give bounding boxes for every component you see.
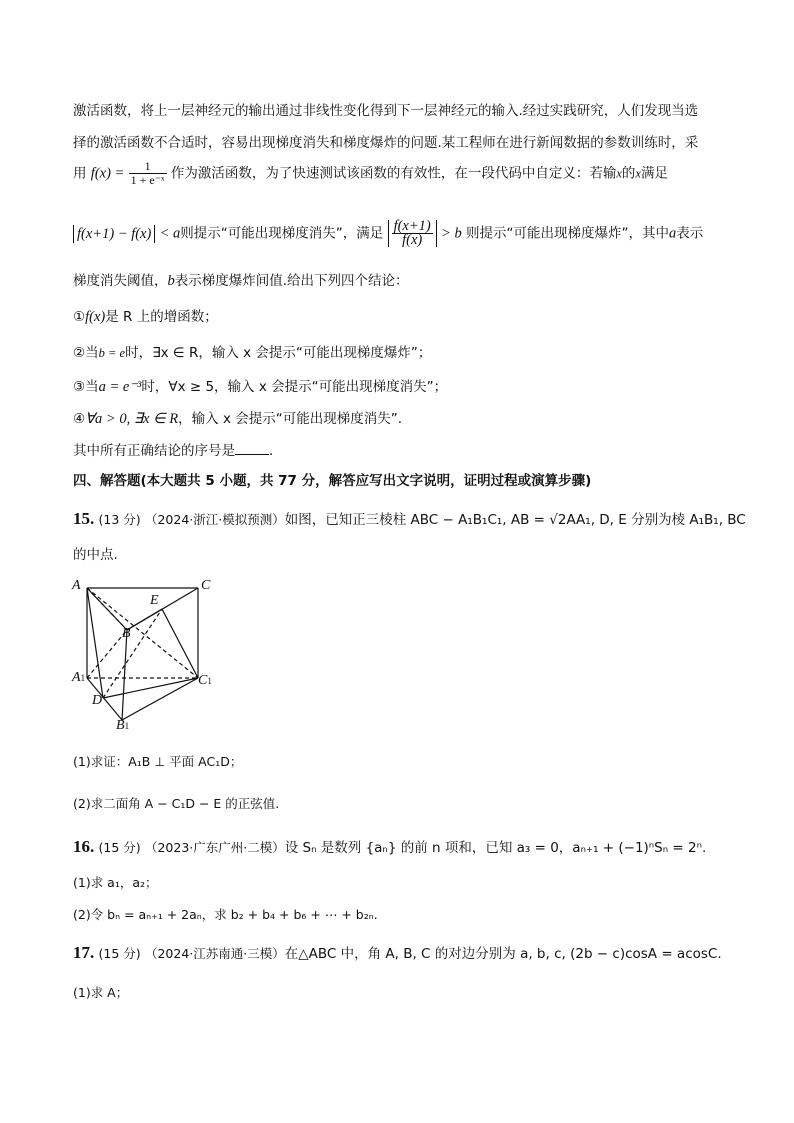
prism-figure — [70, 576, 220, 740]
conclusion-text: 是 R 上的增函数； — [105, 309, 218, 325]
answer-prompt-text: 其中所有正确结论的序号是 — [73, 443, 235, 459]
conclusion-math: f(x) — [85, 309, 106, 325]
question-15-part-1: (1)求证：A₁B ⊥ 平面 AC₁D； — [73, 754, 243, 769]
math-var: a — [669, 225, 677, 242]
question-17-stem — [73, 944, 722, 963]
label-C1-subscript: 1 — [207, 676, 212, 686]
intro-line-2: 择的激活函数不合适时，容易出现梯度消失和梯度爆炸的问题.某工程师在进行新闻数据的参数训练时，采 — [73, 135, 699, 151]
text-segment: 则提示“可能出现梯度消失”，满足 — [180, 225, 384, 242]
question-15-stem — [73, 510, 746, 529]
answer-end: . — [269, 443, 274, 459]
question-15-stem-2: 的中点. — [73, 547, 118, 563]
text-segment: 的 — [621, 165, 636, 182]
label-C1-letter: C — [198, 673, 208, 688]
question-points: (15 分) — [98, 840, 141, 855]
math-inequality: > b — [441, 225, 462, 242]
conclusion-text: 时，∃x ∈ R，输入 x 会提示“可能出现梯度爆炸”； — [125, 345, 432, 361]
question-source: （2024·浙江·模拟预测） — [144, 512, 285, 527]
question-15-part-2: (2)求二面角 A − C₁D − E 的正弦值. — [73, 796, 280, 811]
text-segment: 梯度消失阈值， — [73, 273, 168, 289]
text-segment: 表示梯度爆炸间值.给出下列四个结论： — [174, 273, 409, 289]
abs-difference: f(x+1) − f(x) — [73, 225, 155, 243]
math-var: x — [635, 166, 641, 181]
intro-line-4 — [73, 220, 703, 247]
intro-line-5 — [73, 272, 409, 290]
math-var: b — [167, 273, 175, 289]
question-stem: 设 Sₙ 是数列 {aₙ} 的前 n 项和，已知 a₃ = 0，aₙ₊₁ + (−1)ⁿSₙ = 2ⁿ. — [284, 840, 707, 856]
conclusion-text: 时，∀x ≥ 5，输入 x 会提示“可能出现梯度消失”； — [141, 379, 448, 395]
sigmoid-fraction — [129, 160, 167, 187]
text-segment: 满足 — [640, 165, 668, 182]
label-C: C — [201, 578, 211, 593]
label-D: D — [92, 693, 103, 708]
answer-blank — [235, 454, 269, 455]
math-var: x — [616, 166, 622, 181]
ratio-fraction — [392, 220, 433, 247]
intro-line-1: 激活函数，将上一层神经元的输出通过非线性变化得到下一层神经元的输入.经过实践研究，人们发现当选 — [73, 103, 699, 119]
label-E: E — [150, 593, 159, 608]
question-number: 15. — [73, 509, 95, 528]
text-segment: 作为激活函数，为了快速测试该函数的有效性，在一段代码中自定义：若输 — [170, 165, 617, 182]
question-stem: 在△ABC 中，角 A, B, C 的对边分别为 a, b, c, (2b − c)cosA = acosC. — [284, 946, 722, 962]
label-C1 — [198, 673, 212, 689]
conclusion-math: a = e⁻³ — [98, 379, 142, 395]
label-A1 — [72, 670, 85, 686]
label-A1-subscript: 1 — [80, 673, 86, 683]
label-A: A — [72, 578, 81, 593]
label-B1-subscript: 1 — [124, 721, 130, 731]
question-16-part-1: (1)求 a₁，a₂； — [73, 875, 158, 890]
triangular-prism-diagram — [70, 576, 220, 736]
conclusion-4 — [73, 410, 402, 428]
fraction-denominator: 1 + e⁻ˣ — [130, 173, 165, 187]
math-inequality: < a — [159, 225, 181, 242]
conclusion-label: ④ — [73, 411, 86, 427]
fraction-numerator: f(x+1) — [393, 218, 431, 234]
answer-prompt — [73, 442, 273, 460]
fraction-denominator: f(x) — [402, 232, 423, 248]
question-points: (13 分) — [98, 512, 141, 527]
label-B: B — [122, 626, 131, 641]
fraction-numerator: 1 — [129, 160, 167, 174]
question-16-stem — [73, 838, 706, 857]
text-segment: 用 — [73, 165, 87, 182]
question-points: (15 分) — [98, 946, 141, 961]
text-segment: 表示 — [676, 225, 704, 242]
question-source: （2024·江苏南通·三模） — [144, 946, 285, 961]
conclusion-3 — [73, 378, 447, 396]
label-B1-letter: B — [116, 718, 125, 733]
question-17-part-1: (1)求 A； — [73, 985, 129, 1000]
question-number: 17. — [73, 943, 95, 962]
question-number: 16. — [73, 837, 95, 856]
function-definition: f(x) = — [90, 165, 125, 182]
section-heading: 四、解答题(本大题共 5 小题，共 77 分，解答应写出文字说明，证明过程或演算步骤) — [73, 473, 592, 489]
conclusion-label: ① — [73, 309, 86, 325]
conclusion-math: b = e — [98, 346, 126, 360]
conclusion-label: ②当 — [73, 345, 99, 361]
label-A1-letter: A — [72, 670, 81, 685]
conclusion-label: ③当 — [73, 379, 99, 395]
text-segment: 则提示“可能出现梯度爆炸”，其中 — [466, 225, 669, 242]
intro-line-3 — [73, 160, 668, 187]
conclusion-1 — [73, 308, 218, 326]
label-B1 — [116, 718, 129, 734]
question-source: （2023·广东广州·二模） — [144, 840, 285, 855]
question-16-part-2: (2)令 bₙ = aₙ₊₁ + 2aₙ，求 b₂ + b₄ + b₆ + ⋯ + b₂ₙ. — [73, 907, 378, 922]
conclusion-text: ，输入 x 会提示“可能出现梯度消失”. — [178, 411, 403, 427]
conclusion-2 — [73, 344, 431, 362]
abs-ratio — [388, 220, 437, 247]
conclusion-math: ∀a > 0, ∃x ∈ R — [85, 411, 179, 427]
question-stem: 如图，已知正三棱柱 ABC − A₁B₁C₁, AB = √2AA₁, D, E 分别为棱 A₁B₁, BC — [284, 512, 746, 528]
